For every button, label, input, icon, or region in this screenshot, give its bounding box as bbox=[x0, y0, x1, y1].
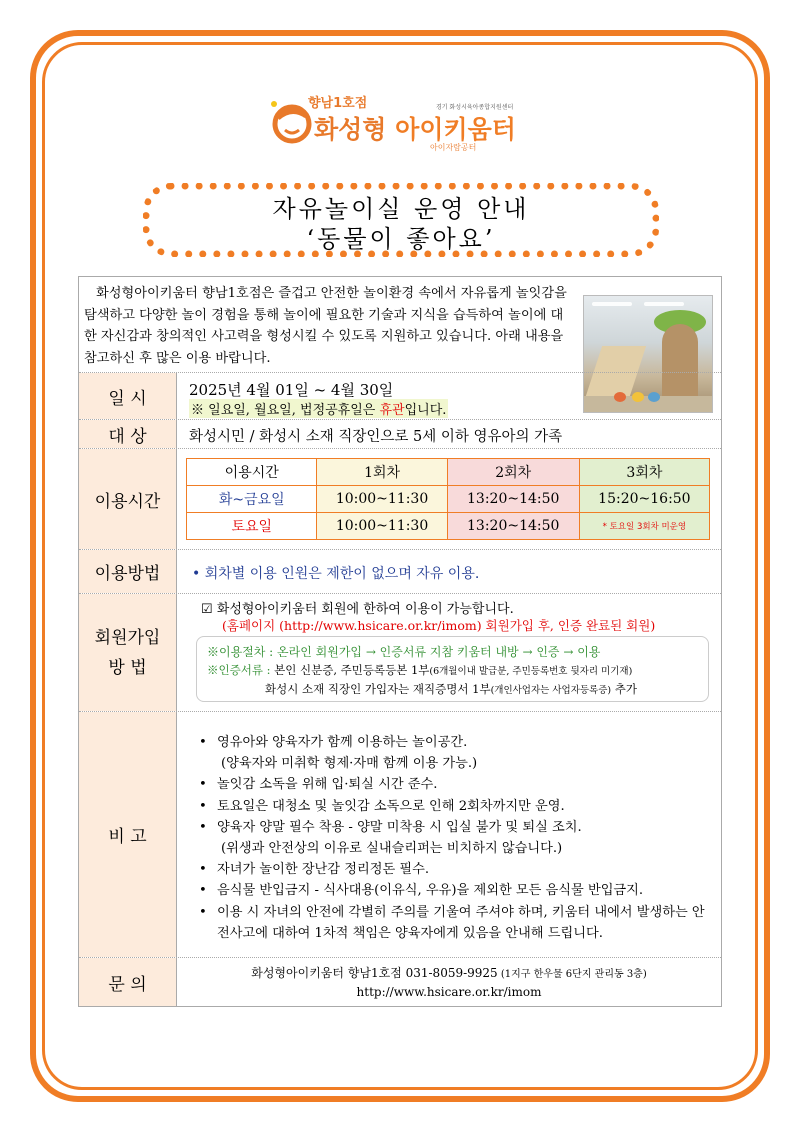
closed-days-note: ※ 일요일, 월요일, 법정공휴일은 휴관입니다. bbox=[189, 399, 448, 418]
schedule-saturday: 토요일 10:00~11:30 13:20~14:50 * 토요일 3회차 미운영 bbox=[187, 513, 710, 540]
target-label: 대 상 bbox=[79, 420, 177, 448]
center-logo: 경기 화성시육아종합지원센터 bbox=[436, 104, 514, 111]
method-text: • 회차별 이용 인원은 제한이 없으며 자유 이용. bbox=[192, 566, 480, 582]
intro-row bbox=[79, 277, 721, 372]
list-item: • 양육자 양말 필수 착용 - 양말 미착용 시 입실 불가 및 퇴실 조치. bbox=[199, 817, 709, 838]
list-item: • 이용 시 자녀의 안전에 각별히 주의를 기울여 주셔야 하며, 키움터 내에서 발생하는 안전사고에 대하여 1차적 책임은 양육자에게 있음을 안내해 드립니다. bbox=[199, 902, 709, 944]
list-item: • 영유아와 양육자가 함께 이용하는 놀이공간. bbox=[199, 732, 709, 753]
contact-label: 문 의 bbox=[79, 958, 177, 1006]
contact-phone: 화성형아이키움터 향남1호점 031-8059-9925 (1지구 한우물 6단지 관리동 3층) bbox=[251, 966, 647, 980]
homepage-note: (홈페이지 (http://www.hsicare.or.kr/imom) 회원가입 후, 인증 완료된 회원) bbox=[222, 618, 656, 633]
list-item: • 놀잇감 소독을 위해 입·퇴실 시간 준수. bbox=[199, 774, 709, 795]
notes-row bbox=[79, 711, 721, 957]
logo-name: 화성형 아이키움터 bbox=[314, 115, 516, 144]
intro-text: 화성형아이키움터 향남1호점은 즐겁고 안전한 놀이환경 속에서 자유롭게 놀잇감을 탐색하고 다양한 놀이 경험을 통해 놀이에 필요한 기술과 지식을 습득하여 놀이에 대한 자신감과 창의적인 사고력을 형성시킬 수 있도록 지원하고 있습니다. 아래 내용을 참고하신 후 많은 이용 바랍니다. bbox=[84, 286, 567, 366]
schedule-weekday: 화~금요일 10:00~11:30 13:20~14:50 15:20~16:50 bbox=[187, 486, 710, 513]
date-range: 2025년 4월 01일 ~ 4월 30일 bbox=[189, 381, 394, 399]
target-row bbox=[79, 419, 721, 448]
list-item: (양육자와 미취학 형제·자매 함께 이용 가능.) bbox=[221, 756, 478, 772]
page-title: 자유놀이실 운영 안내 bbox=[272, 195, 530, 223]
documents-text: ※인증서류 : 본인 신분증, 주민등록등본 1부(6개월이내 발급분, 주민등록번호 뒷자리 미기재) bbox=[207, 663, 633, 677]
contact-row bbox=[79, 957, 721, 1006]
documents-extra: 화성시 소재 직장인 가입자는 재직증명서 1부(개인사업자는 사업자등록증) 추가 bbox=[265, 682, 637, 696]
membership-row bbox=[79, 593, 721, 711]
schedule-table bbox=[186, 458, 710, 540]
target-text: 화성시민 / 화성시 소재 직장인으로 5세 이하 영유아의 가족 bbox=[189, 429, 563, 445]
membership-label: 회원가입 방 법 bbox=[79, 594, 177, 711]
method-label: 이용방법 bbox=[79, 550, 177, 593]
logo-tagline: 아이자람공터 bbox=[430, 143, 477, 152]
method-row bbox=[79, 549, 721, 593]
procedure-text: ※이용절차 : 온라인 회원가입 → 인증서류 지참 키움터 내방 → 인증 → 이용 bbox=[207, 645, 601, 659]
list-item: • 토요일은 대청소 및 놀잇감 소독으로 인해 2회차까지만 운영. bbox=[199, 796, 709, 817]
schedule-row bbox=[79, 448, 721, 549]
schedule-header: 이용시간 1회차 2회차 3회차 bbox=[187, 459, 710, 486]
notes-list bbox=[199, 732, 709, 944]
list-item: • 음식물 반입금지 - 식사대용(이유식, 우유)을 제외한 모든 음식물 반입금지. bbox=[199, 880, 709, 901]
logo bbox=[270, 92, 540, 152]
logo-branch: 향남1호점 bbox=[308, 96, 368, 111]
contact-url[interactable]: http://www.hsicare.or.kr/imom bbox=[356, 985, 542, 999]
date-label: 일 시 bbox=[79, 373, 177, 419]
schedule-label: 이용시간 bbox=[79, 449, 177, 549]
info-table bbox=[78, 276, 722, 1007]
date-row bbox=[79, 372, 721, 419]
title-box bbox=[143, 183, 659, 257]
notes-label: 비 고 bbox=[79, 712, 177, 957]
membership-line: ☑ 화성형아이키움터 회원에 한하여 이용이 가능합니다. bbox=[201, 602, 514, 617]
list-item: (위생과 안전상의 이유로 실내슬리퍼는 비치하지 않습니다.) bbox=[221, 841, 563, 857]
list-item: • 자녀가 놀이한 장난감 정리정돈 필수. bbox=[199, 859, 709, 880]
page-subtitle: ‘동물이 좋아요’ bbox=[306, 225, 496, 253]
procedure-box bbox=[196, 636, 709, 702]
